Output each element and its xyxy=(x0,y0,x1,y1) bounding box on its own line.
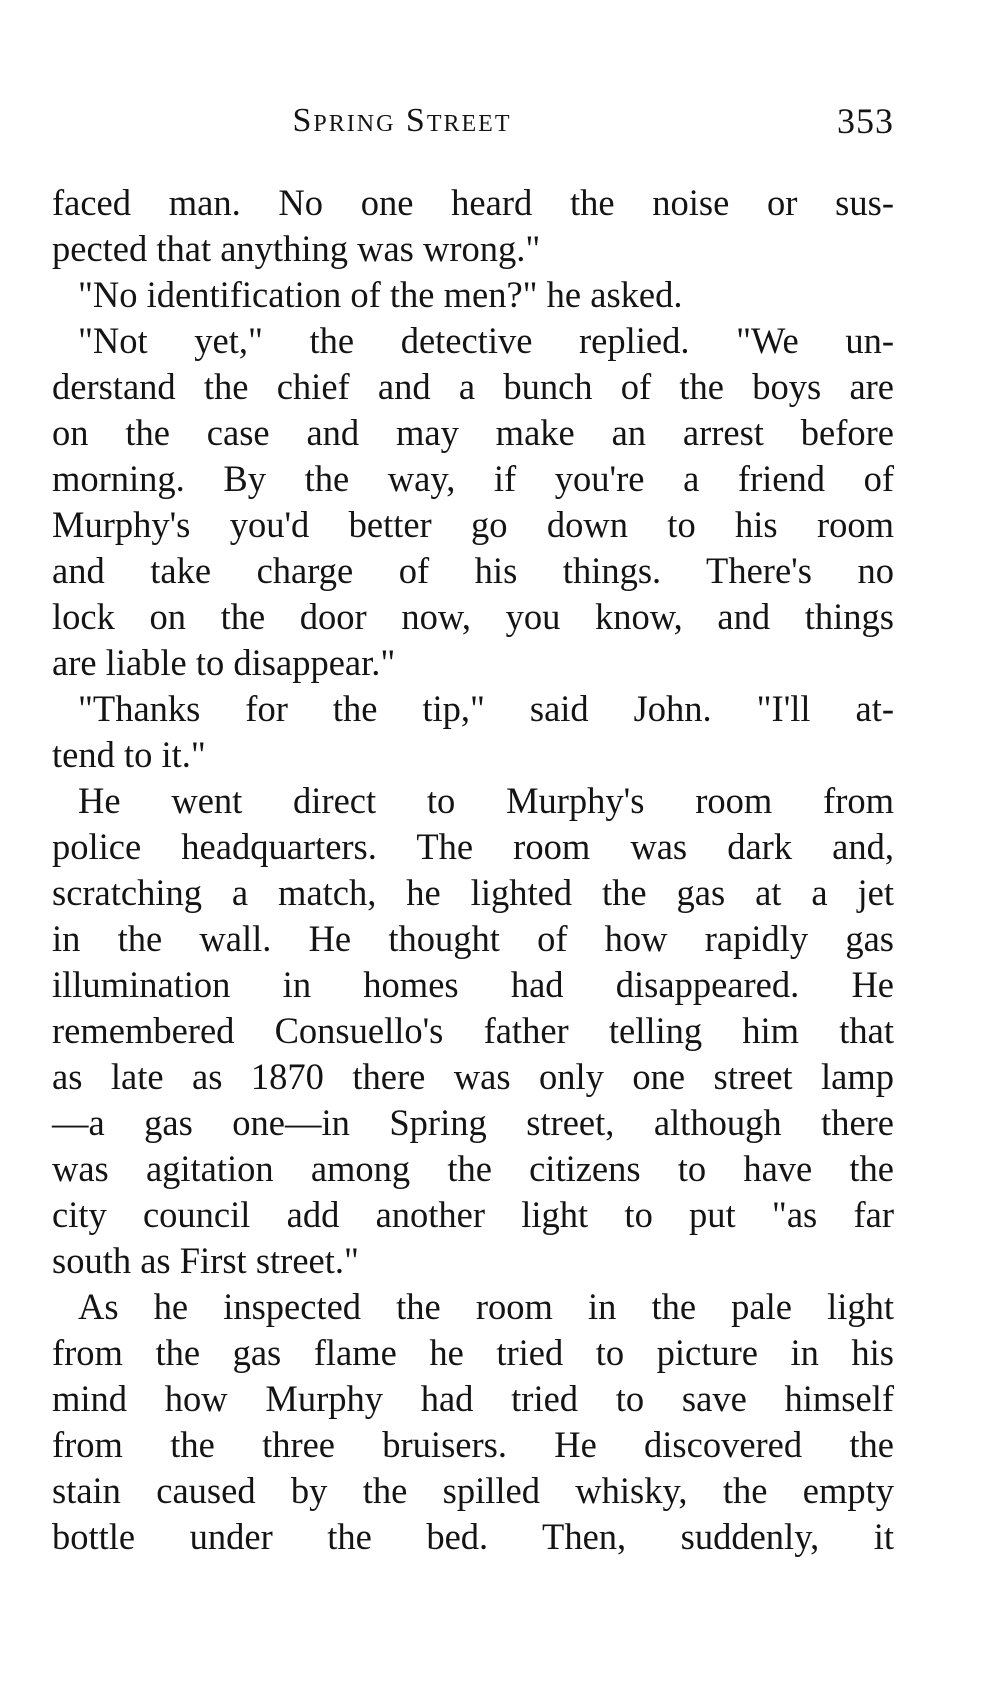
text-line: in the wall. He thought of how rapidly gas xyxy=(52,918,894,959)
running-title: Spring Street xyxy=(292,102,512,139)
text-line: stain caused by the spilled whisky, the empty xyxy=(52,1470,894,1511)
text-line: tend to it." xyxy=(52,734,206,775)
text-line: was agitation among the citizens to have the xyxy=(52,1148,894,1189)
text-line: and take charge of his things. There's no xyxy=(52,550,894,591)
page-number: 353 xyxy=(837,101,894,141)
text-line: scratching a match, he lighted the gas at a jet xyxy=(52,872,894,913)
text-line: as late as 1870 there was only one street lamp xyxy=(52,1056,894,1097)
text-line: pected that anything was wrong." xyxy=(52,228,541,269)
body-text xyxy=(52,180,894,1560)
text-line: are liable to disappear." xyxy=(52,642,396,683)
text-line: lock on the door now, you know, and things xyxy=(52,596,894,637)
text-line: faced man. No one heard the noise or sus- xyxy=(52,182,894,223)
text-line: illumination in homes had disappeared. He xyxy=(52,964,894,1005)
text-line: "Not yet," the detective replied. "We un- xyxy=(78,320,894,361)
running-head xyxy=(52,96,894,146)
text-line: city council add another light to put "as far xyxy=(52,1194,894,1235)
text-line: As he inspected the room in the pale light xyxy=(78,1286,894,1327)
text-line: from the three bruisers. He discovered the xyxy=(52,1424,894,1465)
text-line: He went direct to Murphy's room from xyxy=(78,780,894,821)
text-line: south as First street." xyxy=(52,1240,359,1281)
text-line: bottle under the bed. Then, suddenly, it xyxy=(52,1516,894,1557)
text-line: on the case and may make an arrest before xyxy=(52,412,894,453)
text-line: police headquarters. The room was dark and, xyxy=(52,826,894,867)
text-line: morning. By the way, if you're a friend of xyxy=(52,458,894,499)
text-line: from the gas flame he tried to picture in his xyxy=(52,1332,894,1373)
text-line: "Thanks for the tip," said John. "I'll at- xyxy=(78,688,894,729)
text-line: mind how Murphy had tried to save himself xyxy=(52,1378,894,1419)
text-line: remembered Consuello's father telling him that xyxy=(52,1010,894,1051)
text-line: —a gas one—in Spring street, although there xyxy=(52,1102,894,1143)
text-line: "No identification of the men?" he asked. xyxy=(78,274,683,315)
text-line: Murphy's you'd better go down to his room xyxy=(52,504,894,545)
text-line: derstand the chief and a bunch of the boys are xyxy=(52,366,894,407)
